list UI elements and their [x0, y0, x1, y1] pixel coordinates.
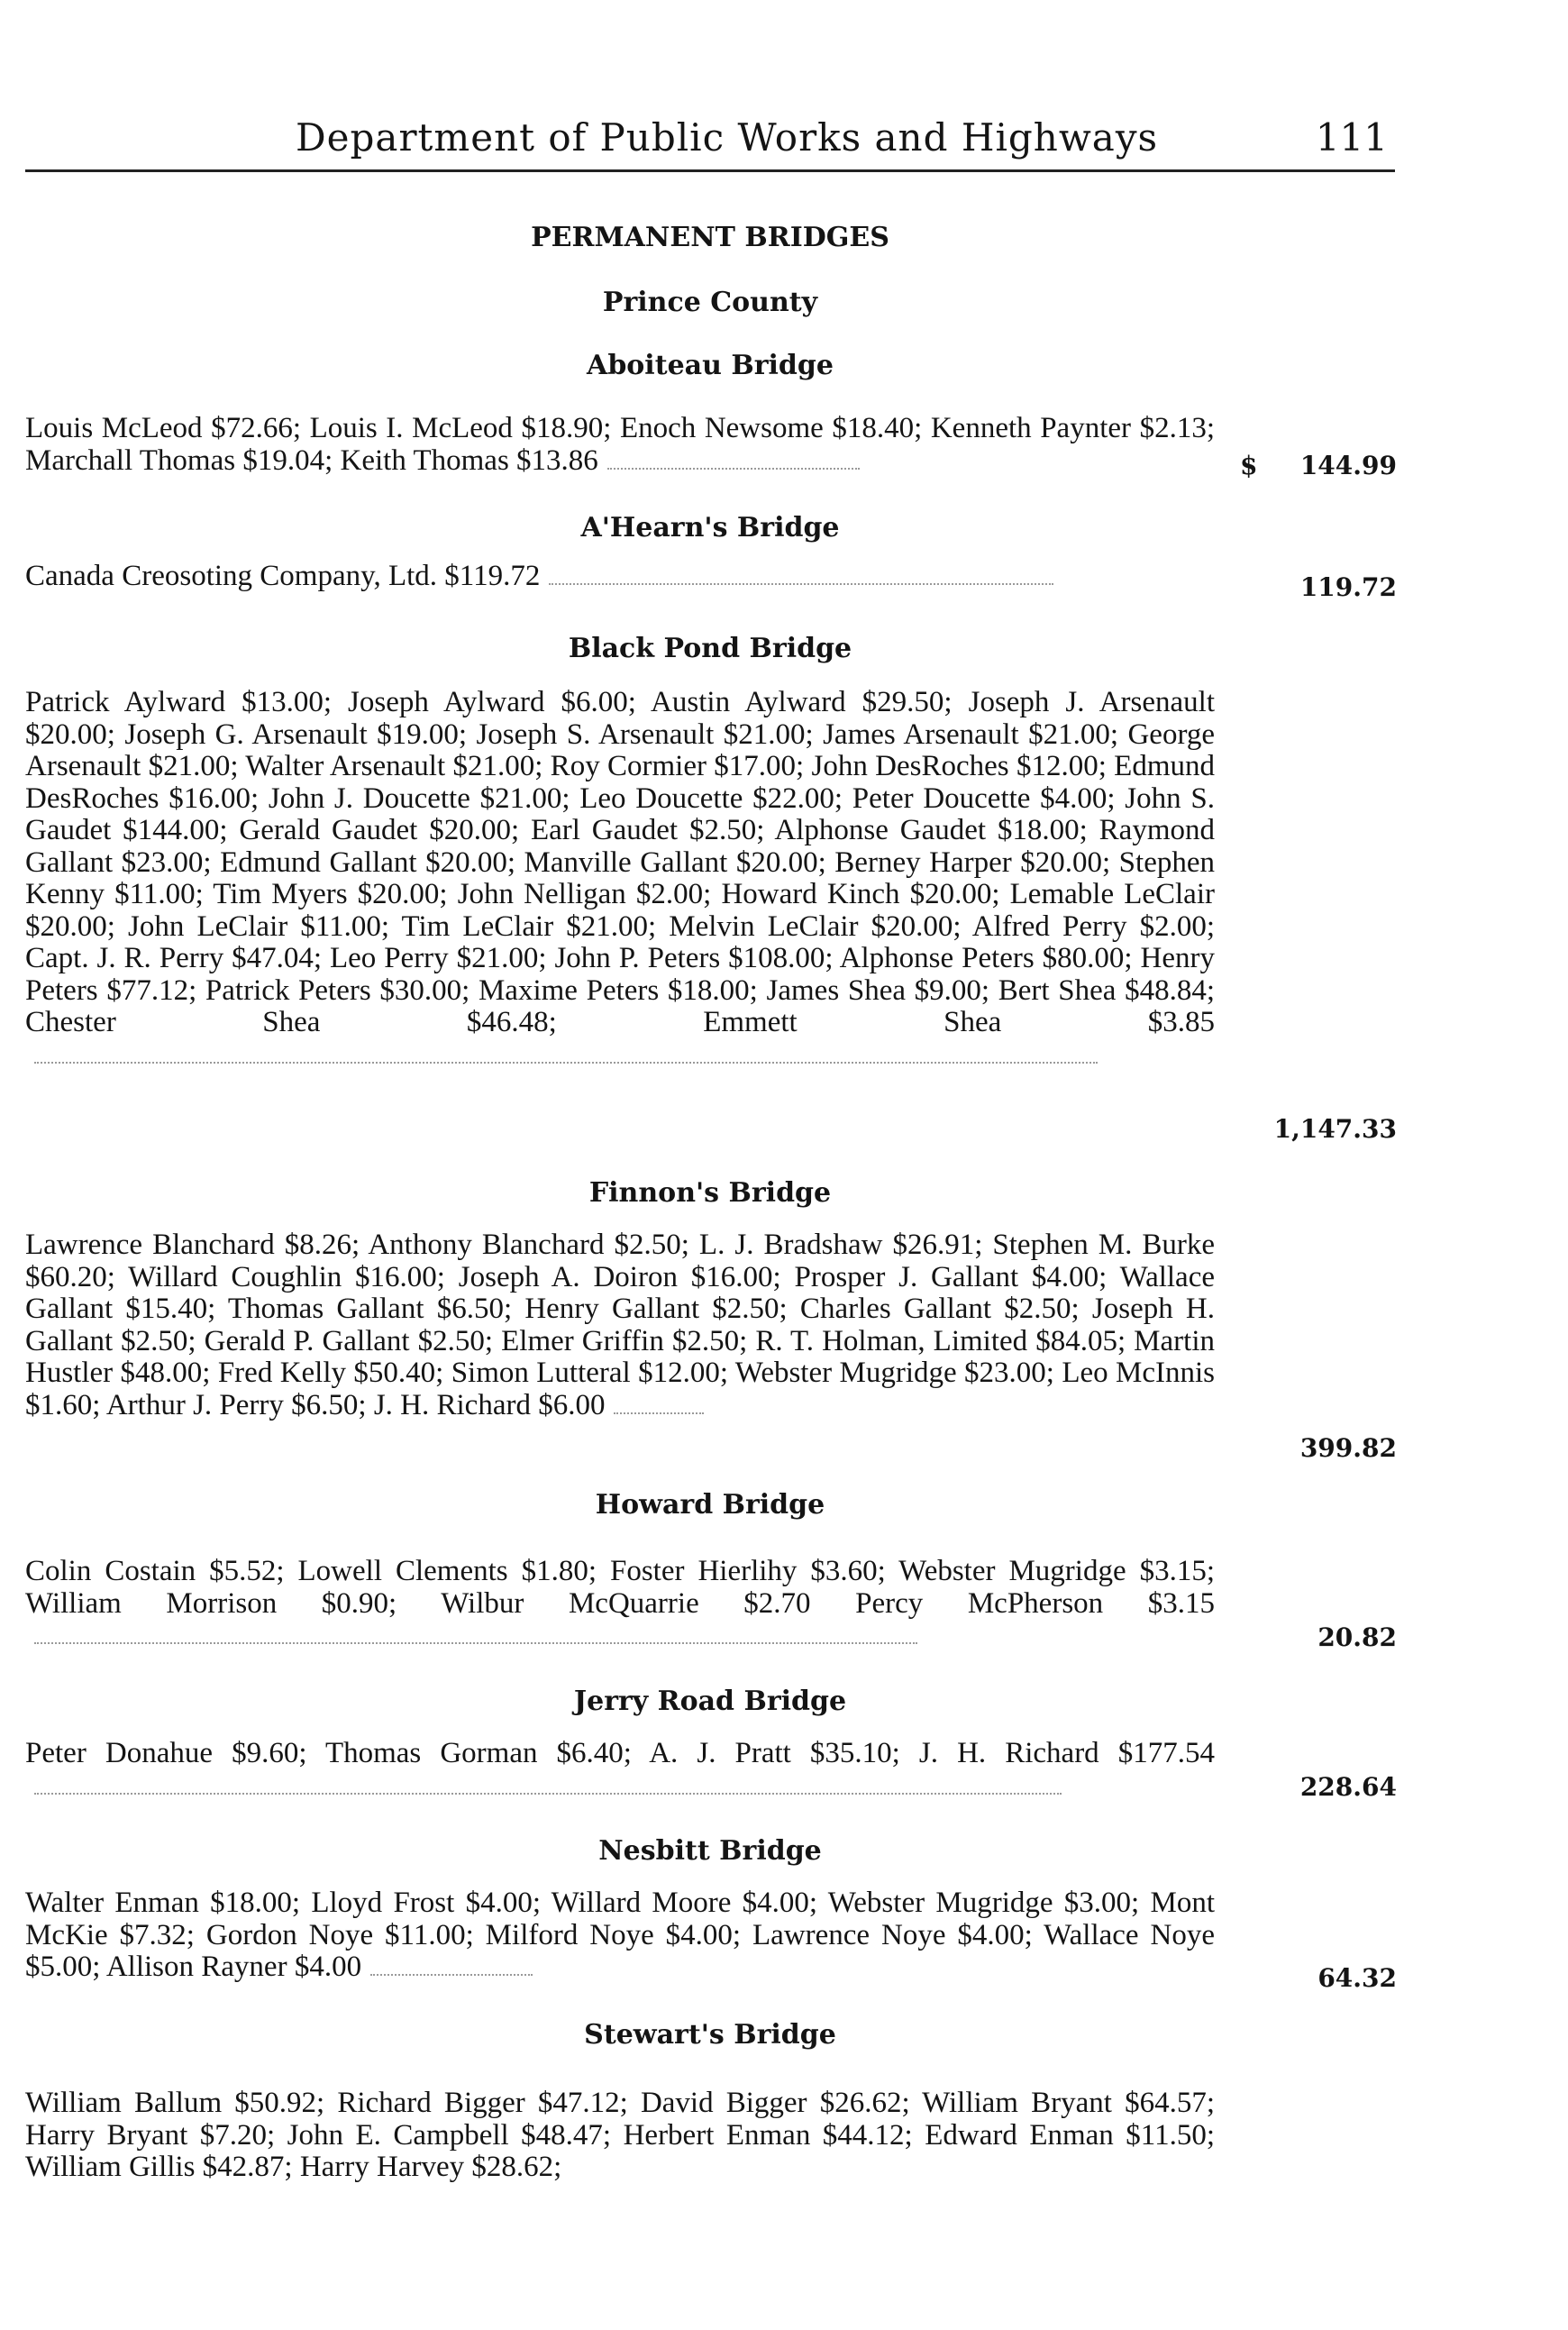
bridge-heading-nesbitt: Nesbitt Bridge	[598, 1835, 822, 1867]
bridge-entry-text: Lawrence Blanchard $8.26; Anthony Blanchard $2.50; L. J. Bradshaw $26.91; Stephen M. Burke $60.20; Willard Coughlin $16.00; Joseph A. Doiron $16.00; Prosper J. Gallant $4.00; Wallace Gallant $15.40; Thomas Gallant $6.50; Henry Gallant $2.50; Charles Gallant $2.50; Joseph H. Gallant $2.50; Gerald P. Gallant $2.50; Elmer Griffin $2.50; R. T. Holman, Limited $84.05; Martin Hustler $48.00; Fred Kelly $50.40; Simon Lutteral $12.00; Webster Mugridge $23.00; Leo McInnis $1.60; Arthur J. Perry $6.50; J. H. Richard $6.00	[25, 1229, 1215, 1421]
bridge-amount-nesbitt: 64.32	[1317, 1963, 1397, 1993]
bridge-entry-text: Canada Creosoting Company, Ltd. $119.72	[25, 560, 541, 592]
bridge-heading-black-pond: Black Pond Bridge	[568, 633, 852, 664]
dot-leader	[614, 1412, 704, 1414]
bridge-entry-text: William Ballum $50.92; Richard Bigger $47.12; David Bigger $26.62; William Bryant $64.57; Harry Bryant $7.20; John E. Campbell $48.47; Herbert Enman $44.12; Edward Enman $11.50; William Gillis $42.87; Harry Harvey $28.62;	[25, 2087, 1215, 2183]
bridge-heading-jerry-road: Jerry Road Bridge	[573, 1686, 847, 1717]
bridge-entry-text: Peter Donahue $9.60; Thomas Gorman $6.40; A. J. Pratt $35.10; J. H. Richard $177.54	[25, 1737, 1215, 1769]
bridge-heading-finnons: Finnon's Bridge	[588, 1177, 832, 1209]
bridge-heading-stewarts: Stewart's Bridge	[584, 2019, 836, 2051]
section-title: PERMANENT BRIDGES	[531, 222, 889, 253]
page-number: 111	[1315, 115, 1388, 160]
dot-leader	[549, 583, 1053, 585]
bridge-amount-howard: 20.82	[1317, 1622, 1397, 1652]
dot-leader	[34, 1793, 1062, 1795]
bridge-entry-finnons	[25, 1229, 1215, 1421]
bridge-entry-black-pond	[25, 687, 1215, 1071]
bridge-heading-ahearn: A'Hearn's Bridge	[580, 512, 840, 544]
bridge-entry-text: Patrick Aylward $13.00; Joseph Aylward $6.00; Austin Aylward $29.50; Joseph J. Arsenault $20.00; Joseph G. Arsenault $19.00; Joseph S. Arsenault $21.00; James Arsenault $21.00; George Arsenault $21.00; Walter Arsenault $21.00; Roy Cormier $17.00; John DesRoches $12.00; Edmund DesRoches $16.00; John J. Doucette $21.00; Leo Doucette $22.00; Peter Doucette $4.00; John S. Gaudet $144.00; Gerald Gaudet $20.00; Earl Gaudet $2.50; Alphonse Gaudet $18.00; Raymond Gallant $23.00; Edmund Gallant $20.00; Manville Gallant $20.00; Berney Harper $20.00; Stephen Kenny $11.00; Tim Myers $20.00; John Nelligan $2.00; Howard Kinch $20.00; Lemable LeClair $20.00; John LeClair $11.00; Tim LeClair $21.00; Melvin LeClair $20.00; Alfred Perry $2.00; Capt. J. R. Perry $47.04; Leo Perry $21.00; John P. Peters $108.00; Alphonse Peters $80.00; Henry Peters $77.12; Patrick Peters $30.00; Maxime Peters $18.00; James Shea $9.00; Bert Shea $48.84; Chester Shea $46.48; Emmett Shea $3.85	[25, 686, 1215, 1038]
dot-leader	[370, 1974, 533, 1976]
bridge-amount-jerry-road: 228.64	[1299, 1772, 1397, 1802]
bridge-entry-jerry-road	[25, 1738, 1215, 1802]
dot-leader	[34, 1642, 917, 1644]
bridge-entry-text: Louis McLeod $72.66; Louis I. McLeod $18.90; Enoch Newsome $18.40; Kenneth Paynter $2.13; Marchall Thomas $19.04; Keith Thomas $13.86	[25, 412, 1215, 477]
header-title: Department of Public Works and Highways	[296, 115, 1159, 160]
county-heading: Prince County	[602, 287, 818, 318]
bridge-entry-ahearn	[25, 561, 1215, 593]
bridge-heading-howard: Howard Bridge	[595, 1489, 825, 1521]
bridge-amount-black-pond: 1,147.33	[1273, 1114, 1397, 1144]
bridge-amount-ahearn: 119.72	[1299, 572, 1397, 602]
bridge-entry-text: Walter Enman $18.00; Lloyd Frost $4.00; Willard Moore $4.00; Webster Mugridge $3.00; Mont McKie $7.32; Gordon Noye $11.00; Milford Noye $4.00; Lawrence Noye $4.00; Wallace Noye $5.00; Allison Rayner $4.00	[25, 1887, 1215, 1983]
dot-leader	[607, 468, 860, 470]
bridge-amount-finnons: 399.82	[1299, 1433, 1397, 1463]
bridge-entry-nesbitt	[25, 1887, 1215, 1984]
page-header	[25, 115, 1395, 172]
bridge-entry-stewarts	[25, 2088, 1215, 2184]
bridge-amount-aboiteau: 144.99	[1299, 451, 1397, 480]
bridge-entry-aboiteau	[25, 413, 1215, 477]
bridge-entry-howard	[25, 1556, 1215, 1652]
bridge-entry-text: Colin Costain $5.52; Lowell Clements $1.80; Foster Hierlihy $3.60; Webster Mugridge $3.15; William Morrison $0.90; Wilbur McQuarrie $2.70 Percy McPherson $3.15	[25, 1555, 1215, 1620]
currency-symbol: $	[1240, 451, 1258, 480]
dot-leader	[34, 1062, 1098, 1064]
bridge-heading-aboiteau: Aboiteau Bridge	[587, 350, 834, 381]
